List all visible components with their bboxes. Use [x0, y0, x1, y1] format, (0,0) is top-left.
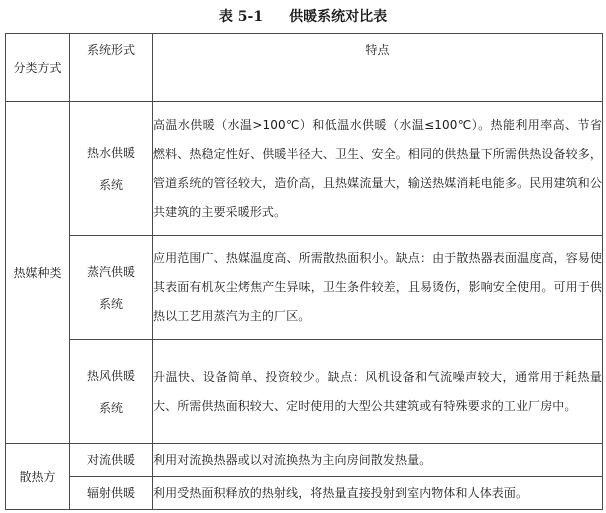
category-cell: 热媒种类 [6, 102, 70, 444]
header-category: 分类方式 [6, 34, 70, 102]
table-row [6, 102, 603, 236]
system-cell: 对流供暖 [70, 444, 153, 477]
table-number: 表 5-1 [218, 9, 264, 25]
feature-cell: 利用对流换热器或以对流换热为主向房间散发热量。 [153, 444, 603, 477]
table-caption [0, 4, 606, 30]
table-row [6, 236, 603, 340]
header-feature: 特点 [153, 34, 603, 102]
system-cell: 蒸汽供暖系统 [70, 236, 153, 340]
feature-cell: 升温快、设备简单、投资较少。缺点：风机设备和气流噪声较大，通常用于耗热量大、所需供热面积较大、定时使用的大型公共建筑或有特殊要求的工业厂房中。 [153, 340, 603, 444]
system-cell: 热水供暖系统 [70, 102, 153, 236]
table-row [6, 340, 603, 444]
feature-cell: 利用受热面积释放的热射线，将热量直接投射到室内物体和人体表面。 [153, 477, 603, 510]
category-cell: 散热方 [6, 444, 70, 510]
table-row [6, 477, 603, 510]
table-title: 供暖系统对比表 [289, 9, 388, 25]
header-row [6, 34, 603, 102]
feature-cell: 应用范围广、热媒温度高、所需散热面积小。缺点：由于散热器表面温度高，容易使其表面有机灰尘烤焦产生异味，卫生条件较差，且易烫伤，影响安全使用。可用于供热以工艺用蒸汽为主的厂区。 [153, 236, 603, 340]
comparison-table [5, 33, 603, 510]
header-system: 系统形式 [70, 34, 153, 102]
system-cell: 热风供暖系统 [70, 340, 153, 444]
system-cell: 辐射供暖 [70, 477, 153, 510]
table-row [6, 444, 603, 477]
feature-cell: 高温水供暖（水温>100℃）和低温水供暖（水温≤100℃）。热能利用率高、节省燃料、热稳定性好、供暖半径大、卫生、安全。相同的供热量下所需供热设备较多，管道系统的管径较大，造价高，且热媒流量大，输送热媒消耗电能多。民用建筑和公共建筑的主要采暖形式。 [153, 102, 603, 236]
